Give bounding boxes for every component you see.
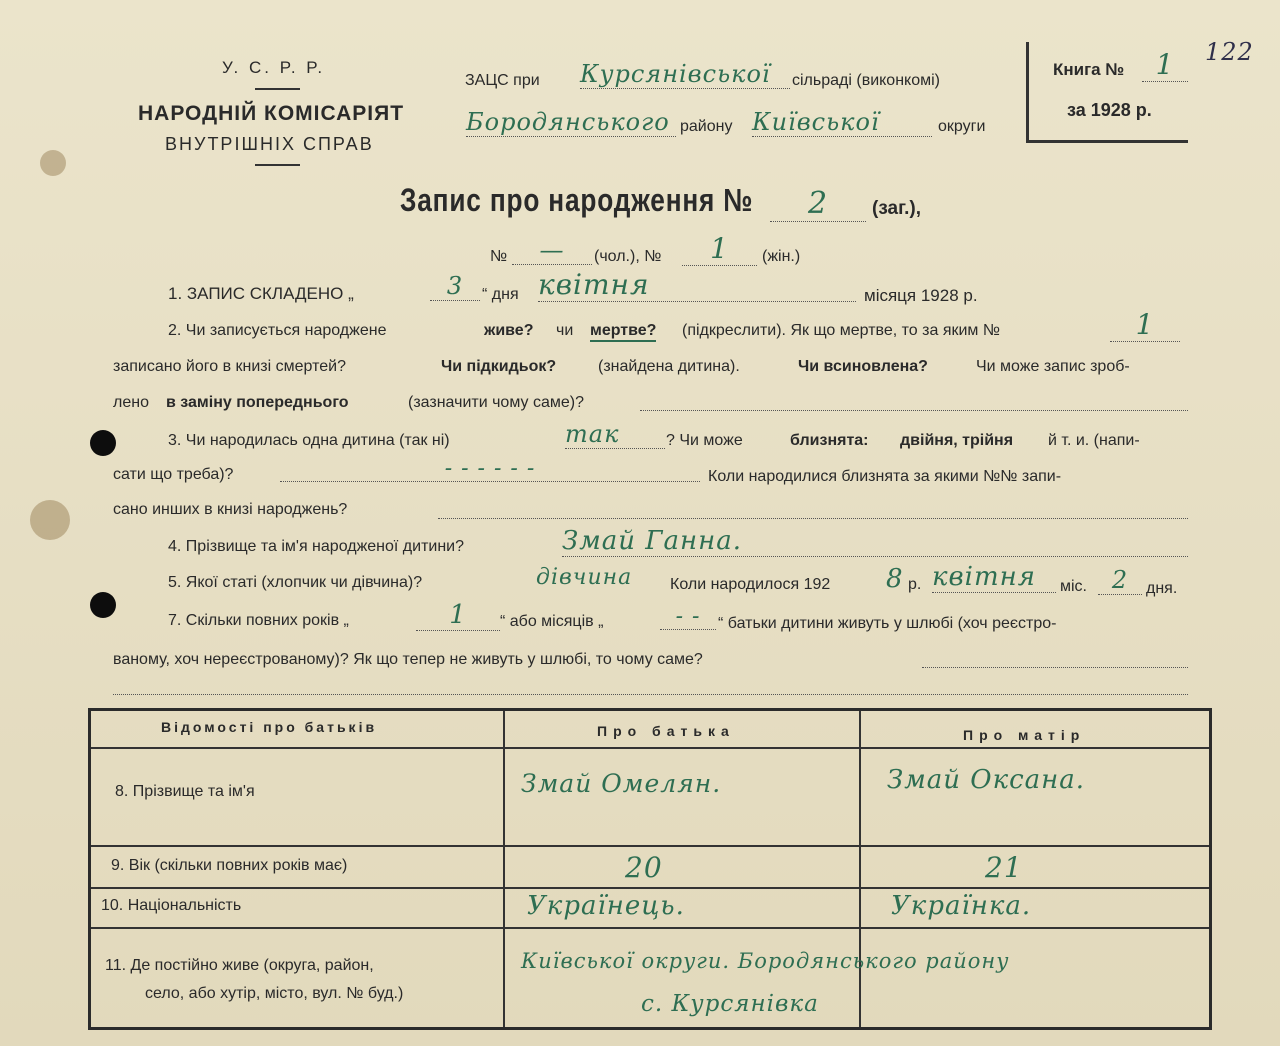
residence-handwriting-2: с. Курсянівка <box>641 991 819 1017</box>
row-name-label: 8. Прізвище та ім'я <box>115 783 255 800</box>
numbers-no: № <box>490 248 508 265</box>
q2-line2a: записано його в книзі смертей? <box>113 358 346 375</box>
okruga-handwriting: Київської <box>752 108 932 137</box>
table-hline <box>91 845 1209 847</box>
q3-line1c: й т. и. (напи- <box>1048 432 1140 449</box>
table-hline <box>91 747 1209 749</box>
table-header-parents: Відомості про батьків <box>161 719 378 735</box>
q7-blank-line-2 <box>113 692 1188 695</box>
q5-label: 5. Якої статі (хлопчик чи дівчина)? <box>168 574 423 591</box>
q2-line3a: лено <box>113 394 149 411</box>
table-vline <box>503 711 505 1027</box>
book-label: Книга № <box>1053 60 1125 79</box>
q2-foundling: Чи підкидьок? <box>441 358 557 375</box>
q1-day-handwriting: 3 <box>430 272 480 301</box>
father-name-handwriting: Змай Омелян. <box>521 769 722 798</box>
residence-handwriting-1: Київської округи. Бородянського району <box>521 949 1010 973</box>
q2-adopted: Чи всиновлена? <box>798 358 928 375</box>
q1-pre: 1. ЗАПИС СКЛАДЕНО „ <box>168 284 354 303</box>
paper-stain <box>30 500 70 540</box>
male-number-handwriting: — <box>512 236 592 265</box>
q2-line3b: (зазначити чому саме)? <box>408 394 584 411</box>
q3-double: двійня, трійня <box>900 432 1014 449</box>
q1-post: місяця 1928 р. <box>864 286 978 305</box>
q2-blank-line <box>640 408 1188 411</box>
q2-line2c: Чи може запис зроб- <box>976 358 1130 375</box>
parents-table <box>88 708 1212 1030</box>
q5-day-label: дня. <box>1146 580 1178 597</box>
father-nationality-handwriting: Українець. <box>527 891 685 921</box>
mother-age-handwriting: 21 <box>985 851 1023 884</box>
q3-answer-handwriting: так <box>565 420 665 449</box>
female-number-label: (жін.) <box>762 248 801 265</box>
q3-line2b: Коли народилися близнята за якими №№ запи- <box>708 468 1062 485</box>
q1-day-label: “ дня <box>482 286 519 303</box>
q2-line1b: (підкреслити). Як що мертве, то за яким № <box>682 322 1001 339</box>
q2-dead: мертве? <box>590 322 656 342</box>
q2-number-handwriting: 1 <box>1110 308 1180 342</box>
zags-village-handwriting: Курсянівської <box>580 60 790 89</box>
q2-replacement: в заміну попереднього <box>166 394 349 411</box>
q7-line2: ваному, хоч нереєстрованому)? Як що тепер не живуть у шлюбі, то чому саме? <box>113 651 703 668</box>
district-handwriting: Бородянського <box>466 108 676 137</box>
q5-answer-handwriting: дівчина <box>536 565 633 590</box>
book-number-handwriting: 1 <box>1142 48 1188 82</box>
record-number-handwriting: 2 <box>770 186 866 222</box>
table-vline <box>859 711 861 1027</box>
q5-when: Коли народилося 192 <box>670 576 831 593</box>
district-label: району <box>680 118 733 135</box>
q3-dashes-handwriting: - - - - - - <box>280 456 700 482</box>
q5-month-handwriting: квітня <box>932 562 1056 593</box>
mother-name-handwriting: Змай Оксана. <box>887 765 1086 795</box>
book-box-border <box>1026 140 1188 143</box>
father-age-handwriting: 20 <box>625 851 663 884</box>
male-number-label: (чол.), № <box>594 248 662 265</box>
q2-line1a: 2. Чи записується народжене <box>168 322 387 339</box>
record-title: Запис про народження № <box>400 182 754 218</box>
q7-mid: “ або місяців „ <box>500 613 604 630</box>
row-age-label: 9. Вік (скільки повних років має) <box>111 857 348 874</box>
table-hline <box>91 927 1209 929</box>
q3-line3: сано инших в книзі народжень? <box>113 501 348 518</box>
q7-years-handwriting: 1 <box>416 600 500 631</box>
row-residence-label-2: село, або хутір, місто, вул. № буд.) <box>145 985 404 1002</box>
q4-answer-handwriting: Змай Ганна. <box>562 526 1188 557</box>
q3-line2a: сати що треба)? <box>113 466 234 483</box>
female-number-handwriting: 1 <box>682 232 757 266</box>
punch-hole <box>90 430 116 456</box>
q7-post: “ батьки дитини живуть у шлюбі (хоч реєстро- <box>718 615 1057 632</box>
table-header-father: Про батька <box>597 723 735 739</box>
q5-day-handwriting: 2 <box>1098 566 1142 595</box>
book-year: за 1928 р. <box>1067 100 1152 120</box>
divider <box>255 164 300 166</box>
q2-or: чи <box>556 322 574 339</box>
q2-alive: живе? <box>484 322 534 339</box>
q3-line1b: ? Чи може <box>666 432 743 449</box>
q5-year-handwriting: 8 <box>886 564 904 594</box>
commissariat-title: НАРОДНІЙ КОМІСАРІЯТ <box>138 102 405 125</box>
internal-affairs-label: ВНУТРІШНІХ СПРАВ <box>165 134 374 154</box>
book-box-border <box>1026 42 1029 142</box>
mother-nationality-handwriting: Українка. <box>891 891 1032 921</box>
q7-pre: 7. Скільки повних років „ <box>168 612 349 629</box>
q4-label: 4. Прізвище та ім'я народженої дитини? <box>168 538 465 555</box>
q5-month-label: міс. <box>1060 578 1087 595</box>
q3-line1a: 3. Чи народилась одна дитина (так ні) <box>168 432 450 449</box>
q2-line2b: (знайдена дитина). <box>598 358 740 375</box>
okruga-label: округи <box>938 118 986 135</box>
row-residence-label-1: 11. Де постійно живе (округа, район, <box>105 957 374 974</box>
q7-blank-line <box>922 665 1188 668</box>
divider <box>255 88 300 90</box>
q5-year-label: р. <box>908 576 922 593</box>
ussr-label: У. С. Р. Р. <box>222 58 326 77</box>
row-nationality-label: 10. Національність <box>101 897 242 914</box>
table-header-mother: Про матір <box>963 727 1086 743</box>
q3-blank-line <box>438 516 1188 519</box>
record-suffix: (заг.), <box>872 198 921 219</box>
q7-months-handwriting: - - <box>660 604 716 630</box>
table-hline <box>91 887 1209 889</box>
page-number-handwriting: 122 <box>1205 38 1254 66</box>
q1-month-handwriting: квітня <box>538 268 856 302</box>
punch-hole <box>90 592 116 618</box>
paper-stain <box>40 150 66 176</box>
zags-post: сільраді (виконкомі) <box>792 72 940 89</box>
q3-twins: близнята: <box>790 432 869 449</box>
zags-pre: ЗАЦС при <box>465 72 540 89</box>
